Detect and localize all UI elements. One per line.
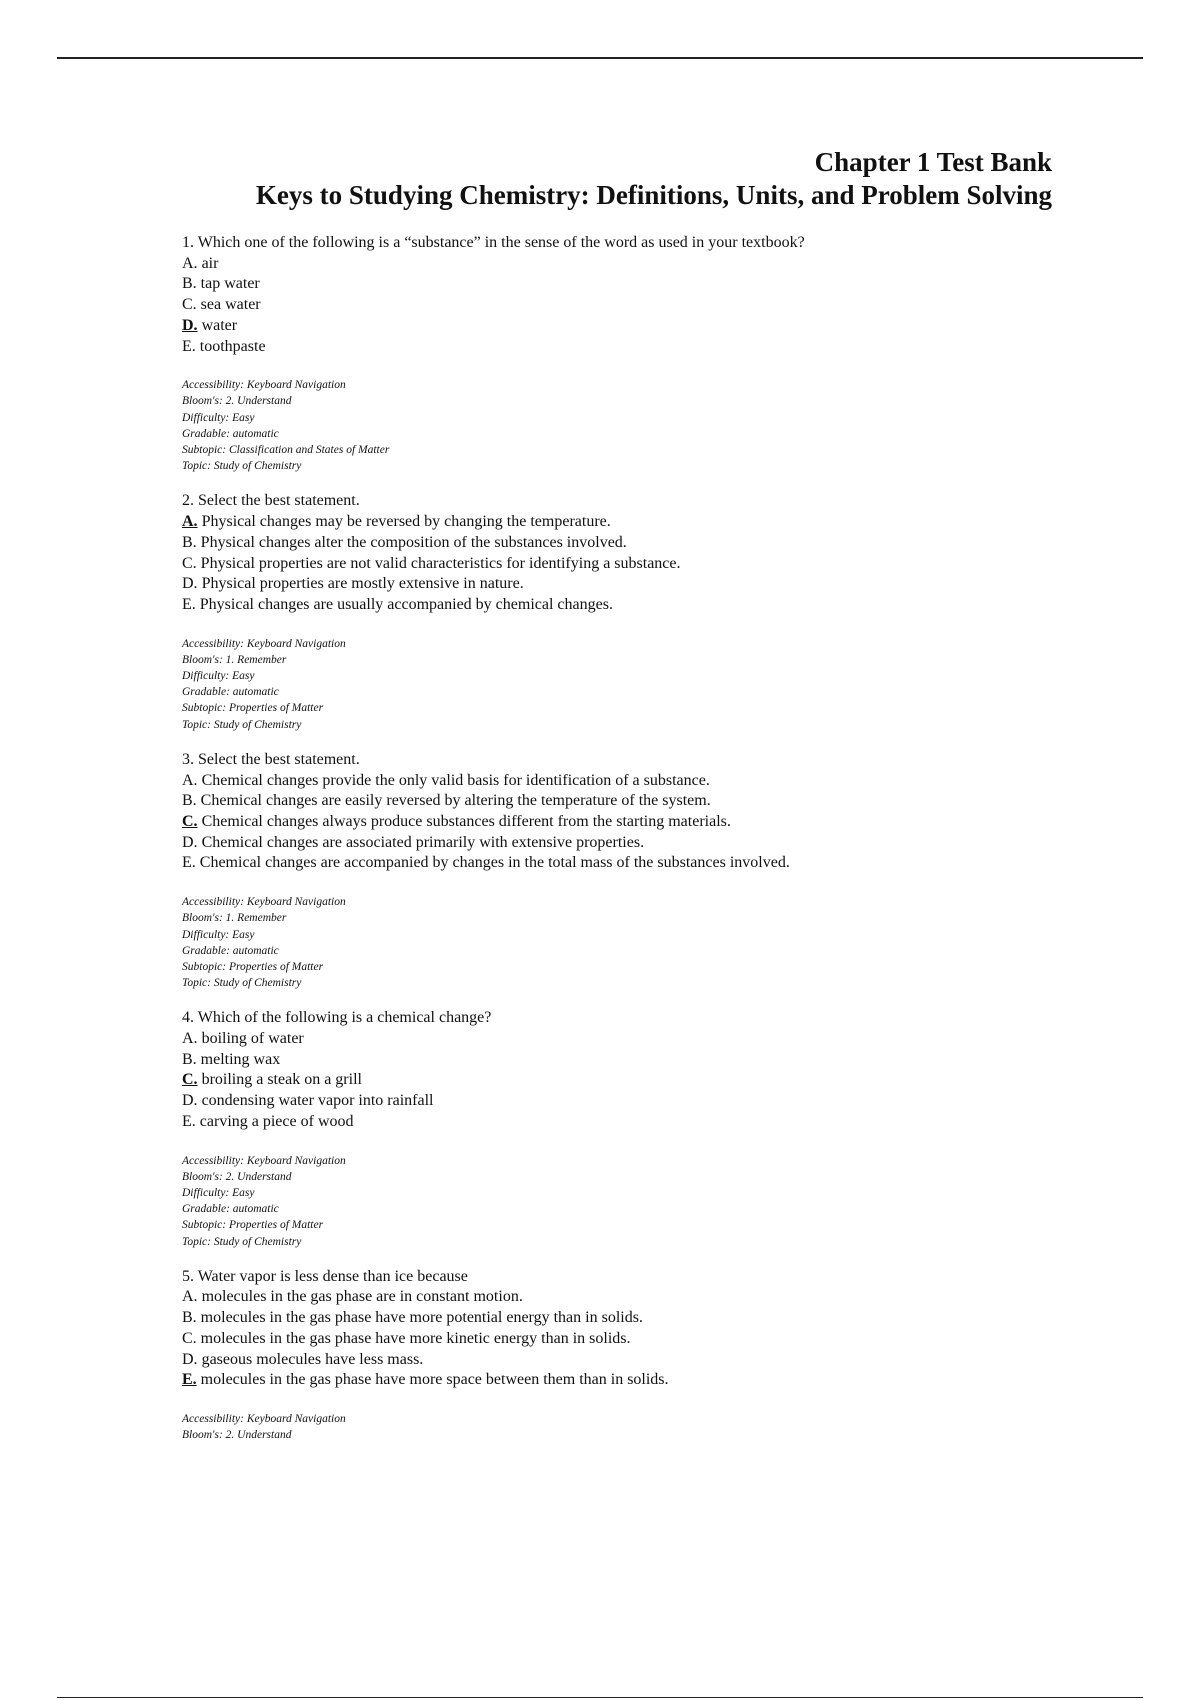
option-text: molecules in the gas phase have more space between them than in solids. (196, 1371, 669, 1389)
question-metadata (182, 1153, 1082, 1250)
option-text: Chemical changes are accompanied by changes in the total mass of the substances involved. (195, 854, 790, 872)
option-text: Chemical changes are associated primarily with extensive properties. (197, 833, 645, 851)
metadata-line: Difficulty: Easy (182, 928, 255, 941)
option-letter: A. (182, 771, 198, 789)
option-letter: A. (182, 254, 198, 272)
metadata-line: Bloom's: 1. Remember (182, 912, 287, 925)
option-letter: D. (182, 316, 198, 334)
option-letter: B. (182, 533, 197, 551)
metadata-line: Subtopic: Classification and States of Matter (182, 444, 390, 457)
option-text: molecules in the gas phase have more kinetic energy than in solids. (196, 1329, 631, 1347)
metadata-line: Topic: Study of Chemistry (182, 718, 302, 731)
answer-option (182, 533, 1082, 554)
option-letter: C. (182, 296, 197, 314)
option-letter: E. (182, 595, 196, 613)
question-block (182, 1008, 1082, 1249)
answer-option-correct (182, 812, 1082, 833)
option-letter: D. (182, 575, 198, 593)
option-text: Physical properties are mostly extensive in nature. (197, 575, 524, 593)
answer-option-correct (182, 316, 1082, 337)
option-letter: A. (182, 1288, 198, 1306)
metadata-line: Accessibility: Keyboard Navigation (182, 1154, 346, 1167)
option-letter: B. (182, 1050, 197, 1068)
metadata-line: Gradable: automatic (182, 686, 279, 699)
answer-option (182, 574, 1082, 595)
question-block (182, 233, 1082, 474)
question-text: 1. Which one of the following is a “substance” in the sense of the word as used in your textbook? (182, 234, 805, 251)
answer-option (182, 1287, 1082, 1308)
answer-option (182, 1308, 1082, 1329)
answer-option (182, 853, 1082, 874)
metadata-line: Difficulty: Easy (182, 411, 255, 424)
option-letter: E. (182, 337, 196, 355)
question-text: 5. Water vapor is less dense than ice because (182, 1267, 468, 1285)
metadata-line: Accessibility: Keyboard Navigation (182, 637, 346, 650)
answer-option (182, 1329, 1082, 1350)
metadata-line: Difficulty: Easy (182, 1186, 255, 1199)
option-text: sea water (196, 296, 261, 314)
metadata-line: Accessibility: Keyboard Navigation (182, 896, 346, 909)
option-letter: C. (182, 554, 197, 572)
question-text: 2. Select the best statement. (182, 492, 360, 510)
question-metadata (182, 377, 1082, 474)
option-text: toothpaste (195, 337, 266, 355)
metadata-line: Subtopic: Properties of Matter (182, 1219, 324, 1232)
question-block (182, 491, 1082, 732)
document-header (256, 146, 1052, 212)
option-letter: C. (182, 812, 198, 830)
option-text: molecules in the gas phase have more potential energy than in solids. (196, 1309, 643, 1327)
answer-option (182, 254, 1082, 275)
metadata-line: Accessibility: Keyboard Navigation (182, 1412, 346, 1425)
option-letter: E. (182, 1112, 196, 1130)
answer-option (182, 595, 1082, 616)
question-list (182, 233, 1082, 1460)
option-letter: A. (182, 1030, 198, 1048)
option-letter: B. (182, 275, 197, 293)
question-text: 3. Select the best statement. (182, 750, 360, 768)
option-letter: E. (182, 854, 196, 872)
metadata-line: Subtopic: Properties of Matter (182, 702, 324, 715)
answer-option (182, 1050, 1082, 1071)
question-text: 4. Which of the following is a chemical change? (182, 1009, 492, 1027)
question-metadata (182, 894, 1082, 991)
option-text: condensing water vapor into rainfall (197, 1092, 434, 1110)
answer-option-correct (182, 1370, 1082, 1391)
option-letter: D. (182, 1092, 198, 1110)
chapter-title: Chapter 1 Test Bank (814, 147, 1052, 177)
metadata-line: Gradable: automatic (182, 944, 279, 957)
metadata-line: Accessibility: Keyboard Navigation (182, 379, 346, 392)
answer-option (182, 1350, 1082, 1371)
answer-option (182, 274, 1082, 295)
metadata-line: Subtopic: Properties of Matter (182, 960, 324, 973)
option-letter: E. (182, 1371, 197, 1389)
answer-option (182, 771, 1082, 792)
question-metadata (182, 636, 1082, 733)
option-text: carving a piece of wood (195, 1112, 354, 1130)
option-text: water (197, 316, 238, 334)
top-rule (57, 57, 1143, 59)
option-text: boiling of water (197, 1030, 304, 1048)
metadata-line: Gradable: automatic (182, 1203, 279, 1216)
option-letter: D. (182, 1350, 198, 1368)
metadata-line: Topic: Study of Chemistry (182, 1235, 302, 1248)
option-text: Physical changes may be reversed by changing the temperature. (197, 513, 611, 531)
option-letter: A. (182, 513, 198, 531)
answer-option (182, 833, 1082, 854)
option-text: Chemical changes always produce substances different from the starting materials. (197, 812, 731, 830)
metadata-line: Topic: Study of Chemistry (182, 977, 302, 990)
option-letter: C. (182, 1071, 198, 1089)
bottom-rule (57, 1697, 1143, 1698)
answer-option (182, 295, 1082, 316)
option-text: air (197, 254, 219, 272)
answer-option (182, 1029, 1082, 1050)
chapter-subtitle: Keys to Studying Chemistry: Definitions, Units, and Problem Solving (255, 180, 1052, 210)
question-block (182, 750, 1082, 991)
metadata-line: Bloom's: 1. Remember (182, 653, 287, 666)
option-text: Chemical changes provide the only valid basis for identification of a substance. (197, 771, 710, 789)
metadata-line: Gradable: automatic (182, 427, 279, 440)
option-text: Physical changes are usually accompanied by chemical changes. (195, 595, 613, 613)
option-text: Physical properties are not valid characteristics for identifying a substance. (196, 554, 681, 572)
metadata-line: Bloom's: 2. Understand (182, 395, 292, 408)
metadata-line: Difficulty: Easy (182, 670, 255, 683)
option-letter: B. (182, 792, 197, 810)
question-metadata (182, 1411, 1082, 1443)
answer-option (182, 1091, 1082, 1112)
option-letter: B. (182, 1309, 197, 1327)
option-text: molecules in the gas phase are in constant motion. (197, 1288, 523, 1306)
answer-option-correct (182, 512, 1082, 533)
option-text: broiling a steak on a grill (197, 1071, 362, 1089)
option-text: melting wax (196, 1050, 281, 1068)
option-text: Chemical changes are easily reversed by altering the temperature of the system. (196, 792, 711, 810)
answer-option (182, 1112, 1082, 1133)
option-letter: D. (182, 833, 198, 851)
metadata-line: Bloom's: 2. Understand (182, 1429, 292, 1442)
answer-option-correct (182, 1070, 1082, 1091)
question-block (182, 1267, 1082, 1444)
answer-option (182, 337, 1082, 358)
metadata-line: Bloom's: 2. Understand (182, 1170, 292, 1183)
option-text: tap water (196, 275, 260, 293)
option-text: Physical changes alter the composition of the substances involved. (196, 533, 627, 551)
answer-option (182, 791, 1082, 812)
metadata-line: Topic: Study of Chemistry (182, 460, 302, 473)
answer-option (182, 554, 1082, 575)
option-text: gaseous molecules have less mass. (197, 1350, 424, 1368)
option-letter: C. (182, 1329, 197, 1347)
